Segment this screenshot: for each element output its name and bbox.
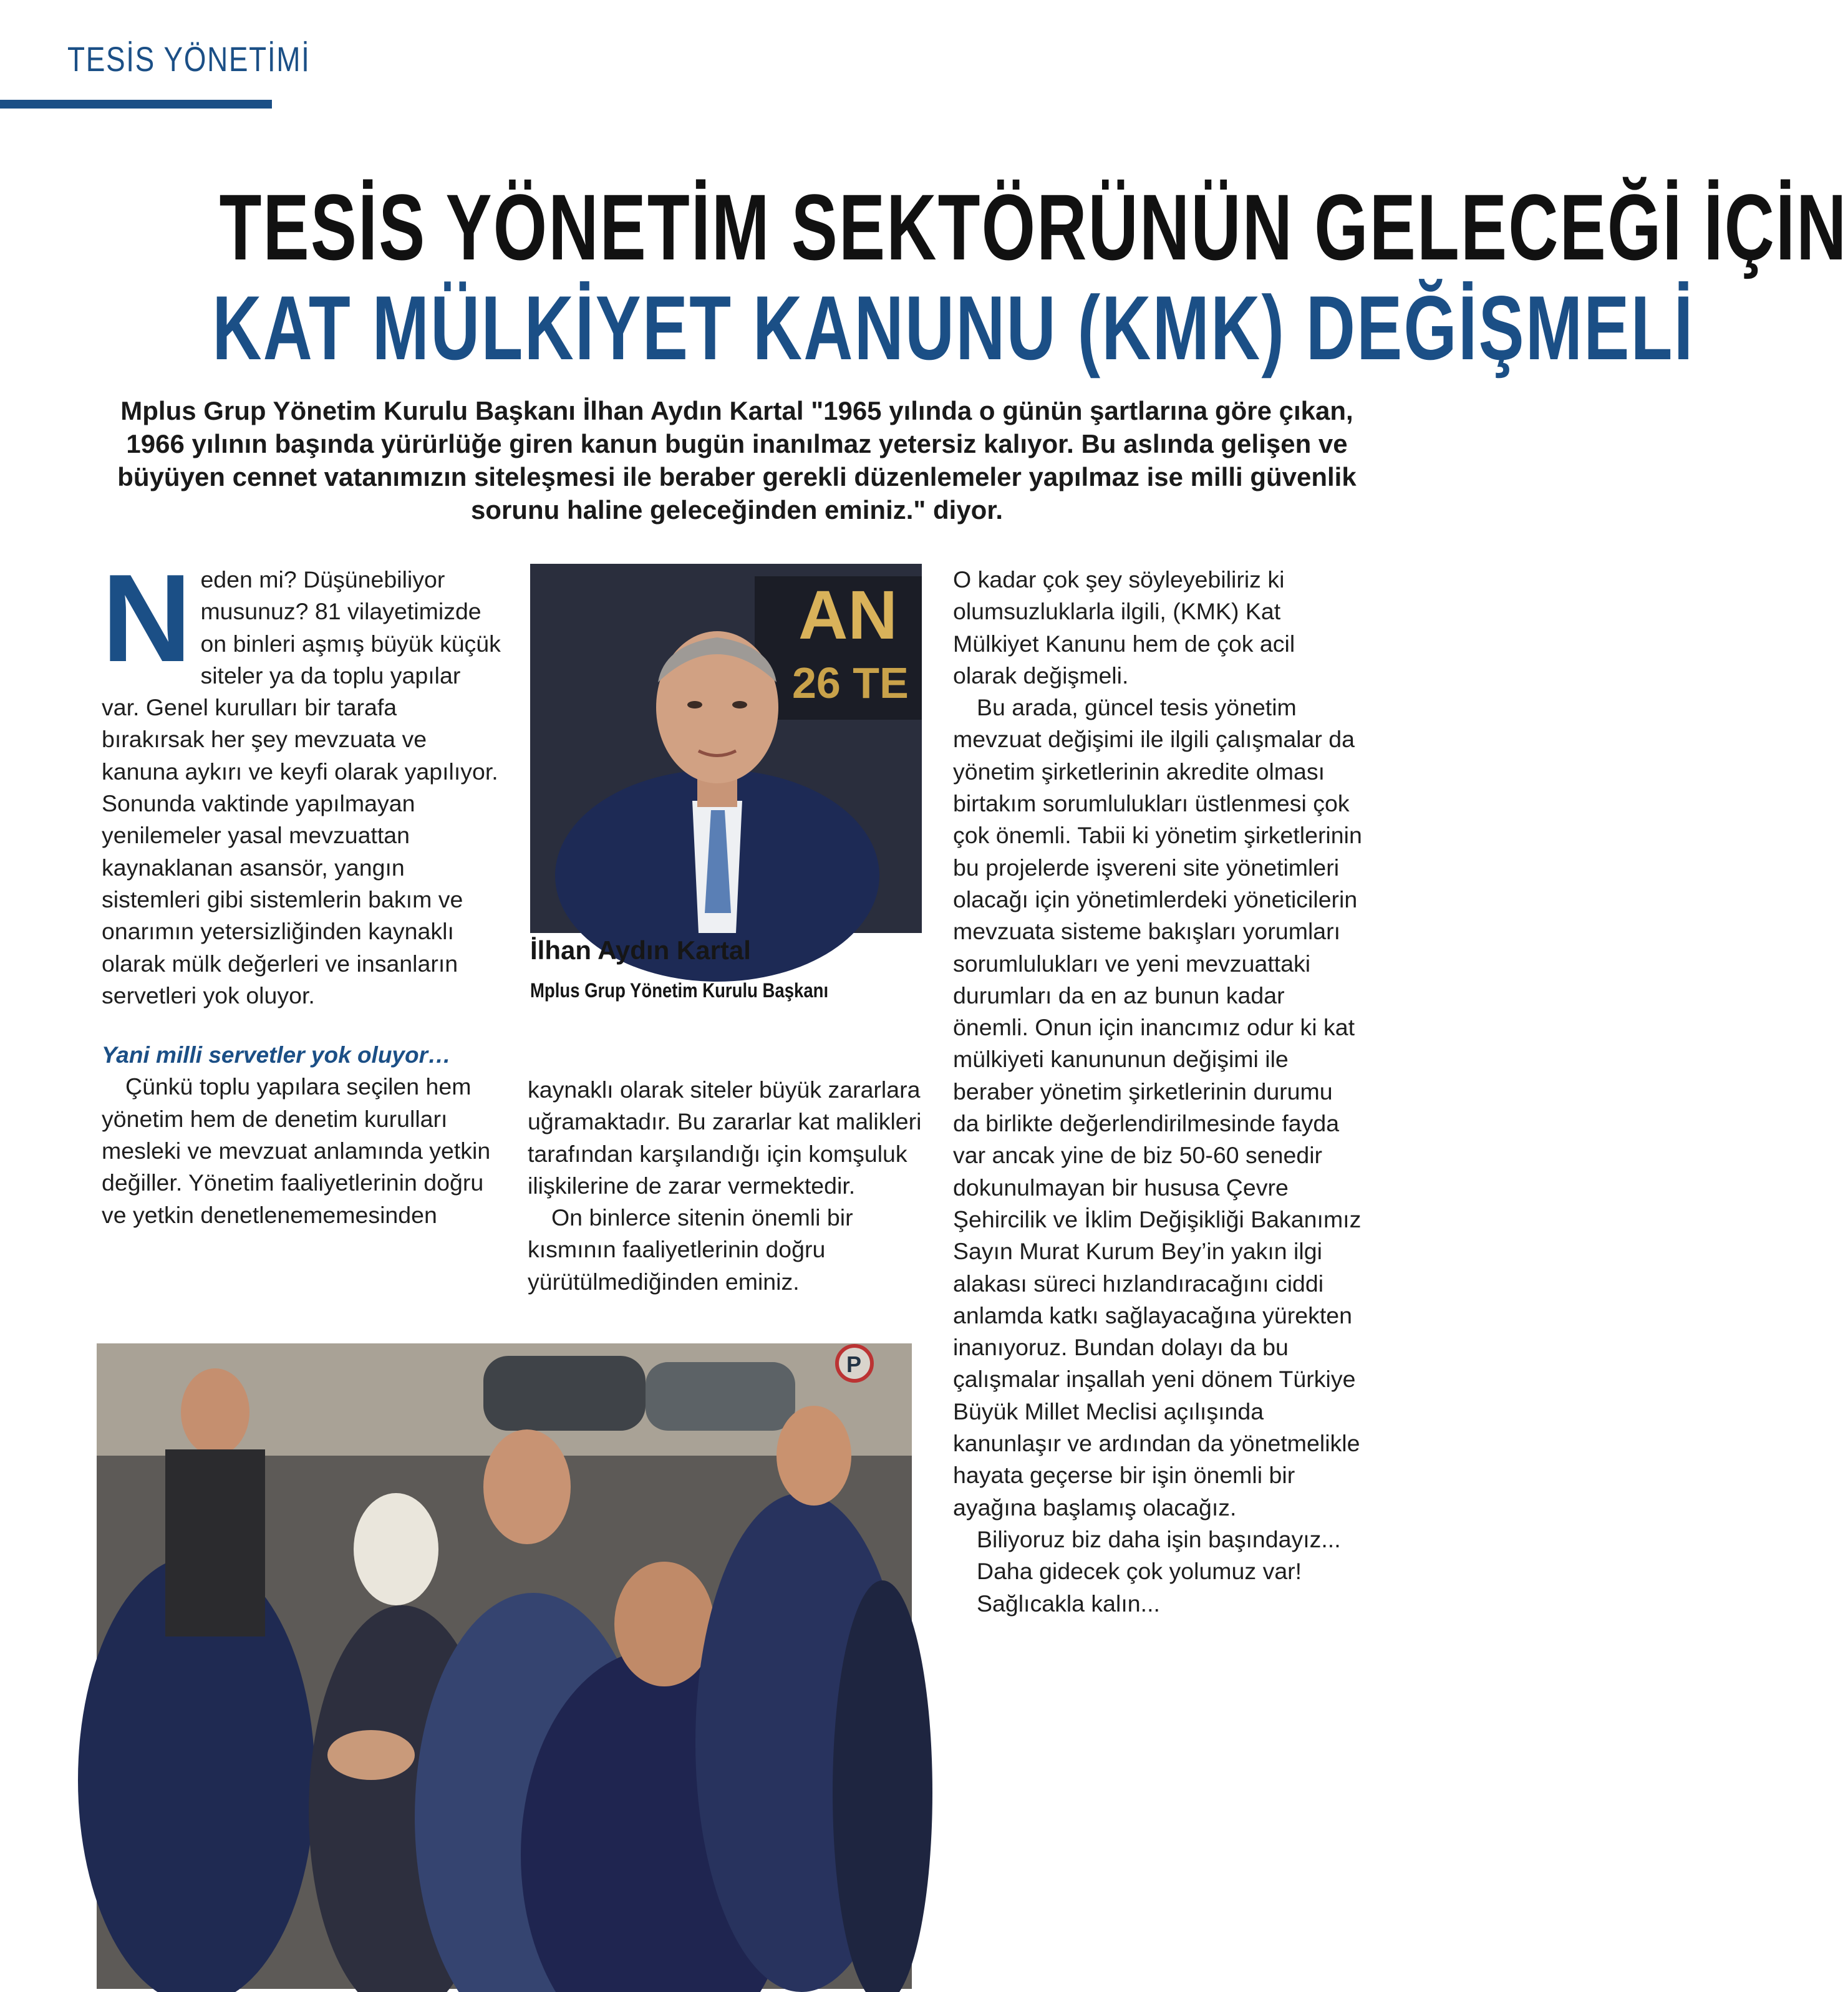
caption-role: Mplus Grup Yönetim Kurulu Başkanı: [530, 979, 829, 1002]
paragraph-3: kaynaklı olarak siteler büyük zararlara uğramaktadır. Bu zararlar kat malikleri tarafından karşılandığı için komşuluk ilişkilerine de zarar vermektedir.: [528, 1076, 922, 1199]
paragraph-2: Çünkü toplu yapılara seçilen hem yönetim hem de denetim kurulları mesleki ve mevzuat anlamında yetkin değiller. Yönetim faaliyetlerinin doğru ve yetkin denetlenememesinden: [102, 1073, 491, 1228]
portrait-illustration: [530, 564, 922, 933]
paragraph-1: [102, 549, 501, 1012]
caption-name: İlhan Aydın Kartal: [530, 936, 751, 965]
paragraph-6: Bu arada, güncel tesis yönetim mevzuat değişimi ile ilgili çalışmalar da yönetim şirketlerinin akredite olması birtakım sorumlulukları üstlenmesi çok çok önemli. Tabii ki yönetim şirketlerinin bu projelerde işvereni site yönetimleri olacağı için yönetimlerdeki yöneticilerin mevzuata sisteme bakışları yorumları sorumlulukları ve yeni mevzuattaki durumları da en az bunun kadar önemli. Onun için inancımız odur ki kat mülkiyeti kanununun değişimi ile beraber yönetim şirketlerinin durumu da birlikte değerlendirilmesinde fayda var ancak yine de biz 50-60 senedir dokunulmayan bir hususa Çevre Şehircilik ve İklim Değişikliği Bakanımız Sayın Murat Kurum Bey’in yakın ilgi alakası süreci hızlandıracağını ciddi anlamda katkı sağlayacağına yürekten inanıyoruz. Bundan dolayı da bu çalışmalar inşallah yeni dönem Türkiye Büyük Millet Meclisi açılışında kanunlaşır ve ardından da yönetmelikle hayata geçerse bir işin önemli bir ayağına başlamış olacağız.: [953, 694, 1362, 1521]
headline-line-1: TESİS YÖNETİM SEKTÖRÜNÜN GELECEĞİ İÇİN: [219, 175, 1848, 279]
crowd-photo: [97, 1343, 912, 1989]
subhead: Yani milli servetler yok oluyor…: [102, 1042, 452, 1068]
column-middle: [528, 1074, 927, 1298]
paragraph-7: Biliyoruz biz daha işin başındayız...: [977, 1525, 1341, 1552]
parking-sign-text: P: [846, 1351, 862, 1377]
dropcap: N: [102, 549, 192, 688]
lede-paragraph: Mplus Grup Yönetim Kurulu Başkanı İlhan Aydın Kartal "1965 yılında o günün şartlarına göre çıkan, 1966 yılının başında yürürlüğe giren kanun bugün inanılmaz yetersiz kalıyor. Bu aslında gelişen ve büyüyen cennet vatanımızın siteleşmesi ile beraber gerekli düzenlemeler yapılmaz ise milli güvenlik sorunu haline geleceğinden eminiz." diyor.: [117, 396, 1357, 525]
column-left: [102, 549, 501, 1231]
headline-line-2: KAT MÜLKİYET KANUNU (KMK) DEĞİŞMELİ: [212, 277, 1695, 379]
paragraph-4: On binlerce sitenin önemli bir kısmının faaliyetlerinin doğru yürütülmediğinden eminiz.: [528, 1204, 853, 1295]
paragraph-8: Daha gidecek çok yolumuz var!: [977, 1558, 1302, 1585]
portrait-photo: [530, 564, 922, 933]
section-rule: [0, 100, 272, 109]
backdrop-text-2: 26 TE: [792, 659, 909, 707]
backdrop-text-1: AN: [798, 577, 897, 654]
section-tag: TESİS YÖNETİMİ: [67, 39, 311, 79]
paragraph-5: O kadar çok şey söyleyebiliriz ki olumsuzluklarla ilgili, (KMK) Kat Mülkiyet Kanunu hem de çok acil olarak değişmeli.: [953, 566, 1295, 689]
crowd-illustration: [97, 1343, 912, 1989]
paragraph-9: Sağlıcakla kalın...: [977, 1590, 1160, 1617]
paragraph-1-text: eden mi? Düşünebiliyor musunuz? 81 vilayetimizde on binleri aşmış büyük küçük siteler ya da toplu yapılar var. Genel kurulları bir tarafa bırakırsak her şey mevzuata ve kanuna aykırı ve keyfi olarak yapılıyor. Sonunda vaktinde yapılmayan yenilemeler yasal mevzuattan kaynaklanan asansör, yangın sistemleri gibi sistemlerin bakım ve onarımın yetersizliğinden kaynaklı olarak mülk değerleri ve insanların servetleri yok oluyor.: [102, 566, 501, 1008]
column-right: [953, 564, 1365, 1620]
